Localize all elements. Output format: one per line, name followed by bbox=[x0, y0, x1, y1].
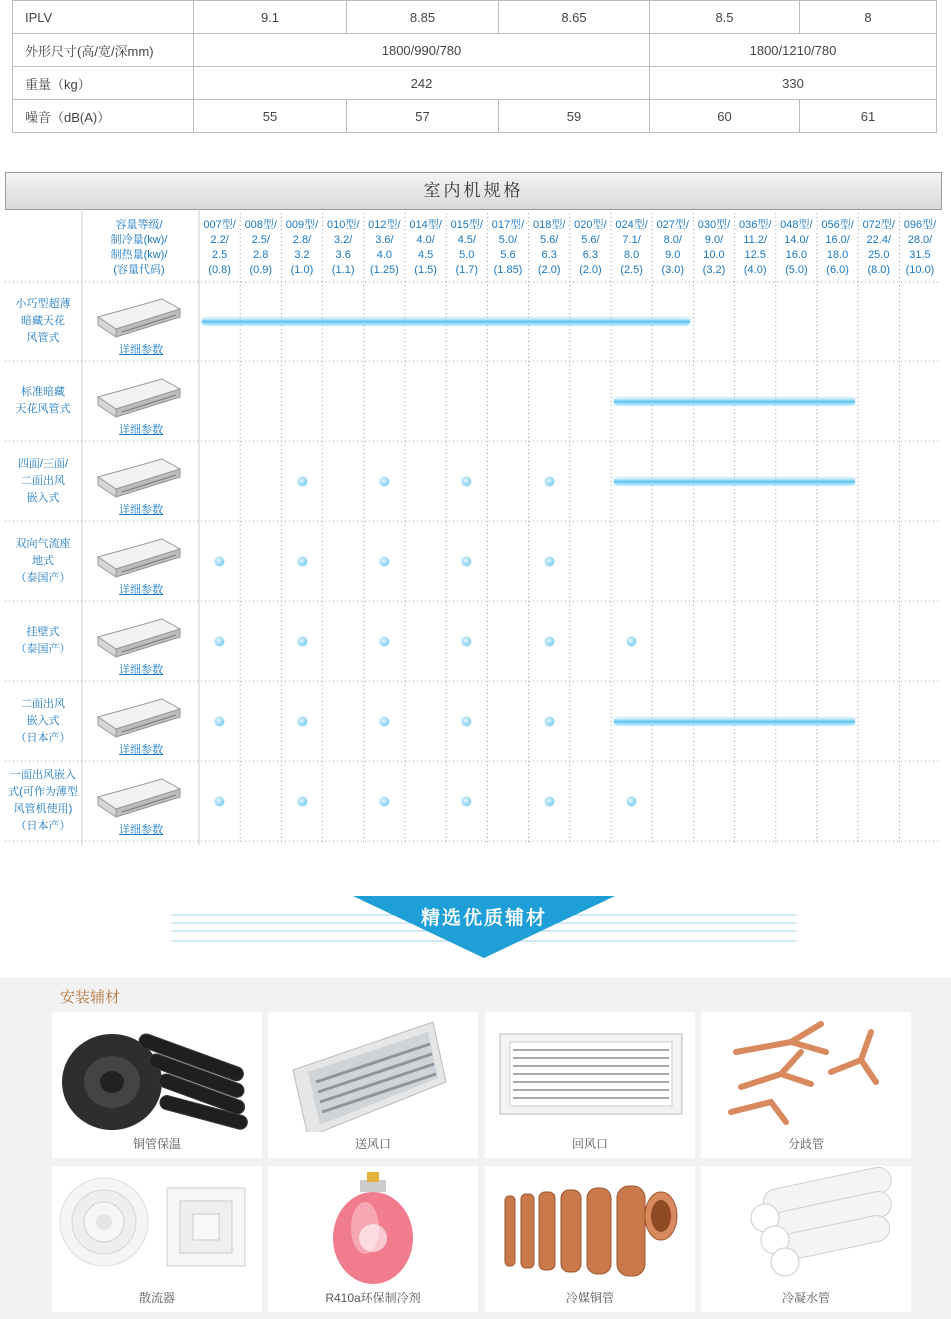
label-line: （泰国产） bbox=[15, 571, 71, 584]
header-line: 096型/ bbox=[903, 219, 937, 231]
availability-dot bbox=[298, 797, 307, 806]
banner-title: 精选优质辅材 bbox=[420, 908, 547, 929]
header-line: 010型/ bbox=[326, 219, 360, 231]
model-column-header bbox=[364, 218, 405, 278]
spec-table bbox=[12, 0, 937, 133]
header-line: 008型/ bbox=[244, 219, 277, 231]
model-column-header bbox=[817, 218, 858, 278]
accessory-label: 散流器 bbox=[138, 1291, 175, 1305]
cell: 55 bbox=[194, 100, 347, 133]
header-line: 3.2 bbox=[294, 249, 310, 261]
header-line: 030型/ bbox=[697, 219, 731, 231]
indoor-unit-image bbox=[92, 771, 184, 823]
detail-params-link[interactable]: 详细参数 bbox=[119, 584, 163, 596]
label-line: 地式 bbox=[32, 554, 54, 567]
cell: 60 bbox=[650, 100, 800, 133]
header-line: (2.5) bbox=[620, 264, 643, 276]
model-column-header bbox=[570, 218, 611, 278]
header-line: 018型/ bbox=[532, 219, 566, 231]
accessory-card-supply-vent[interactable] bbox=[268, 1012, 478, 1158]
row-label: IPLV bbox=[13, 1, 194, 34]
header-line: 2.5/ bbox=[251, 234, 270, 246]
model-column-header bbox=[487, 218, 528, 278]
table-row bbox=[13, 1, 937, 34]
model-column-header bbox=[652, 218, 693, 278]
header-line: 6.3 bbox=[541, 249, 557, 261]
availability-dot bbox=[215, 557, 224, 566]
cell: 330 bbox=[650, 67, 937, 100]
diffuser-image bbox=[52, 1166, 262, 1286]
header-line: 3.6 bbox=[335, 249, 351, 261]
accessory-label: 铜管保温 bbox=[132, 1137, 181, 1151]
header-line: 10.0 bbox=[703, 249, 725, 261]
insulation-foam-image bbox=[52, 1012, 262, 1132]
detail-params-link[interactable]: 详细参数 bbox=[119, 824, 163, 836]
header-line: 5.0/ bbox=[498, 234, 518, 246]
indoor-section-title: 室内机规格 bbox=[5, 172, 942, 210]
header-line: (5.0) bbox=[785, 264, 808, 276]
indoor-unit-image bbox=[92, 611, 184, 663]
model-column-header bbox=[611, 218, 652, 278]
availability-dot bbox=[215, 797, 224, 806]
header-line: 16.0/ bbox=[825, 234, 850, 246]
header-line: 9.0/ bbox=[704, 234, 724, 246]
header-line: 16.0 bbox=[785, 249, 808, 261]
availability-dot bbox=[380, 797, 389, 806]
header-line: (6.0) bbox=[826, 264, 849, 276]
availability-dot bbox=[298, 637, 307, 646]
header-line: 012型/ bbox=[368, 219, 401, 231]
header-line: 2.2/ bbox=[210, 234, 229, 246]
unit-type-label bbox=[4, 767, 82, 835]
label-line: （日本产） bbox=[15, 820, 71, 832]
cell: 8 bbox=[800, 1, 937, 34]
availability-dot bbox=[545, 557, 554, 566]
header-line: 4.5 bbox=[417, 249, 434, 261]
accessory-label: 送风口 bbox=[354, 1137, 391, 1151]
header-line: 5.0 bbox=[459, 249, 475, 261]
header-line: 020型/ bbox=[574, 219, 607, 231]
model-column-header bbox=[281, 218, 322, 278]
label-line: 四面/三面/ bbox=[17, 457, 69, 470]
header-line: 28.0/ bbox=[907, 234, 933, 246]
header-line: 027型/ bbox=[656, 219, 689, 231]
header-line: 024型/ bbox=[615, 219, 648, 231]
header-line: 056型/ bbox=[821, 219, 854, 231]
header-line: (10.0) bbox=[905, 264, 935, 276]
cell: 59 bbox=[499, 100, 650, 133]
availability-dot bbox=[380, 557, 389, 566]
model-column-header bbox=[323, 218, 364, 278]
cell: 61 bbox=[800, 100, 937, 133]
label-line: 嵌入式 bbox=[26, 491, 60, 504]
cell: 1800/1210/780 bbox=[650, 34, 937, 67]
header-line: (1.25) bbox=[370, 264, 399, 276]
unit-type-label bbox=[4, 456, 82, 507]
header-line: 5.6/ bbox=[581, 234, 600, 246]
header-line: 制冷量(kw)/ bbox=[110, 234, 168, 246]
header-line: 5.6/ bbox=[540, 234, 559, 246]
header-line: 048型/ bbox=[780, 219, 813, 231]
detail-params-link[interactable]: 详细参数 bbox=[119, 424, 163, 436]
model-column-header bbox=[529, 218, 570, 278]
accessory-card-refrigerant[interactable] bbox=[268, 1166, 478, 1312]
accessory-card-branch-pipe[interactable] bbox=[701, 1012, 911, 1158]
header-line: (3.2) bbox=[702, 264, 726, 276]
header-line: (容量代码) bbox=[113, 264, 165, 276]
model-column-header bbox=[405, 218, 446, 278]
header-line: 31.5 bbox=[909, 249, 931, 261]
row-label: 外形尺寸(高/宽/深mm) bbox=[13, 34, 194, 67]
header-line: 容量等级/ bbox=[115, 219, 163, 231]
accessory-card-diffuser[interactable] bbox=[52, 1166, 262, 1312]
header-line: (4.0) bbox=[743, 264, 767, 276]
indoor-unit-image bbox=[92, 451, 184, 503]
availability-dot bbox=[545, 637, 554, 646]
cell: 9.1 bbox=[194, 1, 347, 34]
header-line: (1.0) bbox=[290, 264, 314, 276]
availability-dot bbox=[545, 797, 554, 806]
accessory-label: R410a环保制冷剂 bbox=[325, 1291, 421, 1305]
label-line: 暗藏天花 bbox=[21, 314, 65, 327]
row-label: 噪音（dB(A)） bbox=[13, 100, 194, 133]
header-line: (2.0) bbox=[579, 264, 602, 276]
availability-dot bbox=[545, 717, 554, 726]
header-line: 制热量(kw)/ bbox=[110, 249, 168, 261]
model-column-header bbox=[899, 218, 940, 278]
label-line: （日本产） bbox=[15, 731, 71, 744]
availability-dot bbox=[462, 557, 471, 566]
label-line: 一面出风嵌入 bbox=[10, 769, 76, 781]
accessory-card-drain-pipe[interactable] bbox=[701, 1166, 911, 1312]
model-column-header bbox=[240, 218, 281, 278]
header-line: 7.1/ bbox=[622, 234, 641, 246]
table-row bbox=[13, 34, 937, 67]
table-row bbox=[13, 67, 937, 100]
header-line: 2.8 bbox=[253, 249, 269, 261]
availability-dot bbox=[462, 717, 471, 726]
label-line: 双向气流座 bbox=[15, 537, 71, 550]
accessory-card-return-vent[interactable] bbox=[485, 1012, 695, 1158]
header-line: 014型/ bbox=[409, 219, 442, 231]
header-line: 2.8/ bbox=[292, 234, 312, 246]
unit-type-label bbox=[4, 296, 82, 347]
header-line: 18.0 bbox=[826, 249, 849, 261]
supply-vent-image bbox=[268, 1012, 478, 1132]
header-line: 3.6/ bbox=[375, 234, 394, 246]
header-line: (0.9) bbox=[249, 264, 273, 276]
availability-dot bbox=[462, 637, 471, 646]
header-line: 036型/ bbox=[738, 219, 772, 231]
availability-dot bbox=[380, 637, 389, 646]
availability-dot bbox=[462, 797, 471, 806]
model-column-header bbox=[776, 218, 817, 278]
header-line: 072型/ bbox=[862, 219, 895, 231]
accessory-card-copper-pipe[interactable] bbox=[485, 1166, 695, 1312]
header-line: 017型/ bbox=[491, 219, 525, 231]
availability-bar bbox=[614, 398, 855, 405]
detail-params-link[interactable]: 详细参数 bbox=[119, 664, 163, 676]
row-label: 重量（kg） bbox=[13, 67, 194, 100]
unit-type-label bbox=[4, 384, 82, 418]
label-line: 天花风管式 bbox=[15, 403, 71, 415]
cell: 8.5 bbox=[650, 1, 800, 34]
accessory-label: 回风口 bbox=[571, 1137, 608, 1151]
refrigerant-cylinder-image bbox=[268, 1166, 478, 1286]
indoor-unit-image bbox=[92, 291, 184, 343]
label-line: 式(可作为薄型 bbox=[8, 786, 78, 798]
header-line: 6.3 bbox=[582, 249, 599, 261]
header-line: 4.0/ bbox=[416, 234, 435, 246]
capacity-header-label bbox=[100, 218, 178, 278]
label-line: 嵌入式 bbox=[26, 714, 60, 727]
model-column-header bbox=[446, 218, 487, 278]
availability-bar bbox=[202, 318, 690, 325]
unit-type-label bbox=[4, 536, 82, 587]
cell: 8.85 bbox=[347, 1, 499, 34]
header-line: (1.1) bbox=[331, 264, 355, 276]
unit-type-label bbox=[4, 696, 82, 747]
cell: 1800/990/780 bbox=[194, 34, 650, 67]
model-column-header bbox=[693, 218, 734, 278]
accessory-label: 冷媒铜管 bbox=[565, 1291, 614, 1305]
header-line: 12.5 bbox=[744, 249, 766, 261]
header-line: 9.0 bbox=[665, 249, 681, 261]
header-line: 8.0 bbox=[623, 249, 640, 261]
return-vent-image bbox=[485, 1012, 695, 1132]
header-line: 11.2/ bbox=[743, 234, 768, 246]
header-line: 5.6 bbox=[500, 249, 516, 261]
header-line: 2.5 bbox=[211, 249, 228, 261]
availability-dot bbox=[627, 637, 636, 646]
availability-dot bbox=[215, 637, 224, 646]
header-line: 3.2/ bbox=[334, 234, 353, 246]
label-line: 二面出风 bbox=[21, 474, 65, 487]
header-line: (2.0) bbox=[537, 264, 561, 276]
availability-dot bbox=[545, 477, 554, 486]
availability-dot bbox=[380, 717, 389, 726]
header-line: 009型/ bbox=[285, 219, 319, 231]
availability-bar bbox=[614, 478, 855, 485]
header-line: (3.0) bbox=[661, 264, 685, 276]
header-line: (0.8) bbox=[208, 264, 231, 276]
header-line: 25.0 bbox=[868, 249, 890, 261]
label-line: 挂壁式 bbox=[26, 626, 60, 638]
header-line: 14.0/ bbox=[784, 234, 809, 246]
accessory-label: 冷凝水管 bbox=[781, 1291, 830, 1305]
cell: 57 bbox=[347, 100, 499, 133]
indoor-unit-image bbox=[92, 371, 184, 423]
availability-bar bbox=[614, 718, 855, 725]
cell: 242 bbox=[194, 67, 650, 100]
copper-pipe-image bbox=[485, 1166, 695, 1286]
header-line: 8.0/ bbox=[663, 234, 682, 246]
header-line: (1.5) bbox=[414, 264, 437, 276]
header-line: 015型/ bbox=[450, 219, 483, 231]
header-line: 007型/ bbox=[203, 219, 236, 231]
model-column-header bbox=[858, 218, 899, 278]
header-line: 22.4/ bbox=[866, 234, 892, 246]
header-line: 4.0 bbox=[376, 249, 393, 261]
model-column-header bbox=[199, 218, 240, 278]
label-line: （泰国产） bbox=[15, 643, 71, 655]
header-line: (8.0) bbox=[867, 264, 891, 276]
model-column-header bbox=[735, 218, 776, 278]
cell: 8.65 bbox=[499, 1, 650, 34]
label-line: 风管机使用) bbox=[13, 803, 73, 815]
detail-params-link[interactable]: 详细参数 bbox=[119, 504, 163, 516]
accessory-card-insulation[interactable] bbox=[52, 1012, 262, 1158]
availability-dot bbox=[627, 797, 636, 806]
label-line: 标准暗藏 bbox=[21, 386, 65, 398]
indoor-unit-image bbox=[92, 691, 184, 743]
availability-dot bbox=[380, 477, 389, 486]
header-line: (1.85) bbox=[493, 264, 523, 276]
unit-type-label bbox=[4, 624, 82, 658]
availability-dot bbox=[298, 717, 307, 726]
header-line: 4.5/ bbox=[457, 234, 476, 246]
availability-dot bbox=[215, 717, 224, 726]
accessories-title: 安装辅材 bbox=[60, 989, 121, 1006]
indoor-unit-image bbox=[92, 531, 184, 583]
drain-pipe-image bbox=[701, 1166, 911, 1286]
table-row bbox=[13, 100, 937, 133]
header-line: (1.7) bbox=[455, 264, 479, 276]
availability-dot bbox=[298, 557, 307, 566]
label-line: 风管式 bbox=[26, 331, 60, 344]
detail-params-link[interactable]: 详细参数 bbox=[119, 744, 163, 756]
detail-params-link[interactable]: 详细参数 bbox=[119, 344, 163, 356]
accessory-label: 分歧管 bbox=[787, 1137, 824, 1151]
label-line: 二面出风 bbox=[21, 697, 65, 710]
label-line: 小巧型超薄 bbox=[15, 297, 71, 310]
branch-pipe-image bbox=[701, 1012, 911, 1132]
availability-dot bbox=[298, 477, 307, 486]
availability-dot bbox=[462, 477, 471, 486]
